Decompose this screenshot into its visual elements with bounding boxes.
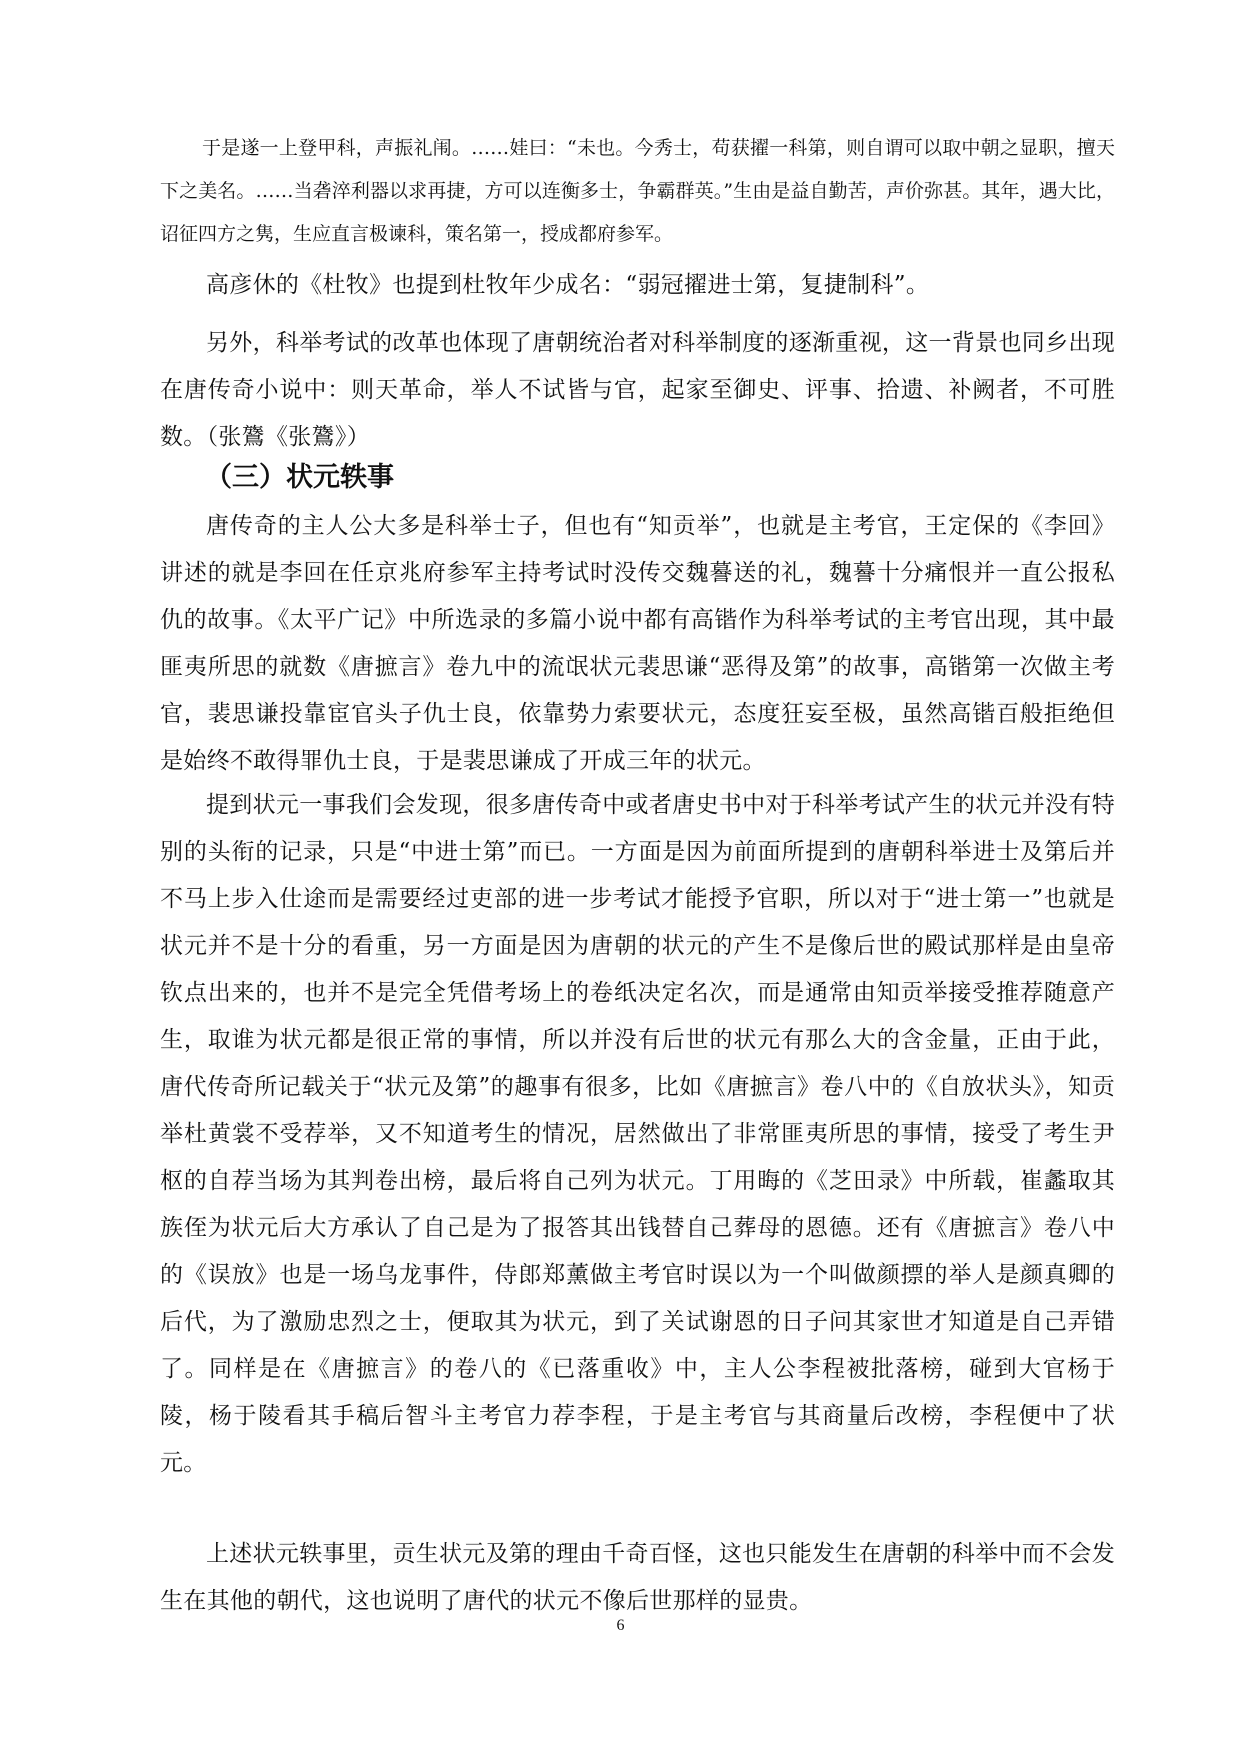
section-heading: （三）状元轶事 xyxy=(205,462,394,493)
quote-text: 于是遂一上登甲科，声振礼闱。……娃曰：“未也。今秀士，苟获擢一科第，则自谓可以取中朝之显职，擅天下之美名。……当砻淬利器以求再捷，方可以连衡多士，争霸群英。”生由是益自勤苦，声价弥甚。其年，遇大比，诏征四方之隽，生应直言极谏科，策名第一，授成都府参军。 xyxy=(160,137,1115,245)
paragraph-keju-reform xyxy=(160,320,1115,461)
paragraph-zhigongju xyxy=(160,503,1115,785)
paragraph-text: 提到状元一事我们会发现，很多唐传奇中或者唐史书中对于科举考试产生的状元并没有特别的头衔的记录，只是“中进士第”而已。一方面是因为前面所提到的唐朝科举进士及第后并不马上步入仕途而是需要经过吏部的进一步考试才能授予官职，所以对于“进士第一”也就是状元并不是十分的看重，另一方面是因为唐朝的状元的产生不是像后世的殿试那样是由皇帝钦点出来的，也并不是完全凭借考场上的卷纸决定名次，而是通常由知贡举接受推荐随意产生，取谁为状元都是很正常的事情，所以并没有后世的状元有那么大的含金量，正由于此，唐代传奇所记载关于“状元及第”的趣事有很多，比如《唐摭言》卷八中的《自放状头》，知贡举杜黄裳不受荐举，又不知道考生的情况，居然做出了非常匪夷所思的事情，接受了考生尹枢的自荐当场为其判卷出榜，最后将自己列为状元。丁用晦的《芝田录》中所载，崔蠡取其族侄为状元后大方承认了自己是为了报答其出钱替自己葬母的恩德。还有《唐摭言》卷八中的《误放》也是一场乌龙事件，侍郎郑薰做主考官时误以为一个叫做颜摽的举人是颜真卿的后代，为了激励忠烈之士，便取其为状元，到了关试谢恩的日子问其家世才知道是自己弄错了。同样是在《唐摭言》的卷八的《已落重收》中，主人公李程被批落榜，碰到大官杨于陵，杨于陵看其手稿后智斗主考官力荐李程，于是主考官与其商量后改榜，李程便中了状元。 xyxy=(160,792,1115,1476)
paragraph-text: 唐传奇的主人公大多是科举士子，但也有“知贡举”，也就是主考官，王定保的《李回》讲述的就是李回在任京兆府参军主持考试时没传交魏謩送的礼，魏謩十分痛恨并一直公报私仇的故事。《太平广记》中所选录的多篇小说中都有高锴作为科举考试的主考官出现，其中最匪夷所思的就数《唐摭言》卷九中的流氓状元裴思谦“恶得及第”的故事，高锴第一次做主考官，裴思谦投靠宦官头子仇士良，依靠势力索要状元，态度狂妄至极，虽然高锴百般拒绝但是始终不敢得罪仇士良，于是裴思谦成了开成三年的状元。 xyxy=(160,513,1115,774)
paragraph-conclusion xyxy=(160,1531,1115,1625)
paragraph-du-mu xyxy=(160,262,1115,309)
page-number: 6 xyxy=(616,1617,625,1634)
paragraph-text: 另外，科举考试的改革也体现了唐朝统治者对科举制度的逐渐重视，这一背景也同乡出现在唐传奇小说中：则天革命，举人不试皆与官，起家至御史、评事、拾遗、补阙者，不可胜数。（张鷟《张鷟》） xyxy=(160,330,1115,450)
paragraph-text: 上述状元轶事里，贡生状元及第的理由千奇百怪，这也只能发生在唐朝的科举中而不会发生在其他的朝代，这也说明了唐代的状元不像后世那样的显贵。 xyxy=(160,1541,1115,1614)
paragraph-zhuangyuan-anecdotes xyxy=(160,782,1115,1487)
block-quote xyxy=(160,127,1115,256)
paragraph-text: 高彦休的《杜牧》也提到杜牧年少成名：“弱冠擢进士第，复捷制科”。 xyxy=(206,272,930,298)
